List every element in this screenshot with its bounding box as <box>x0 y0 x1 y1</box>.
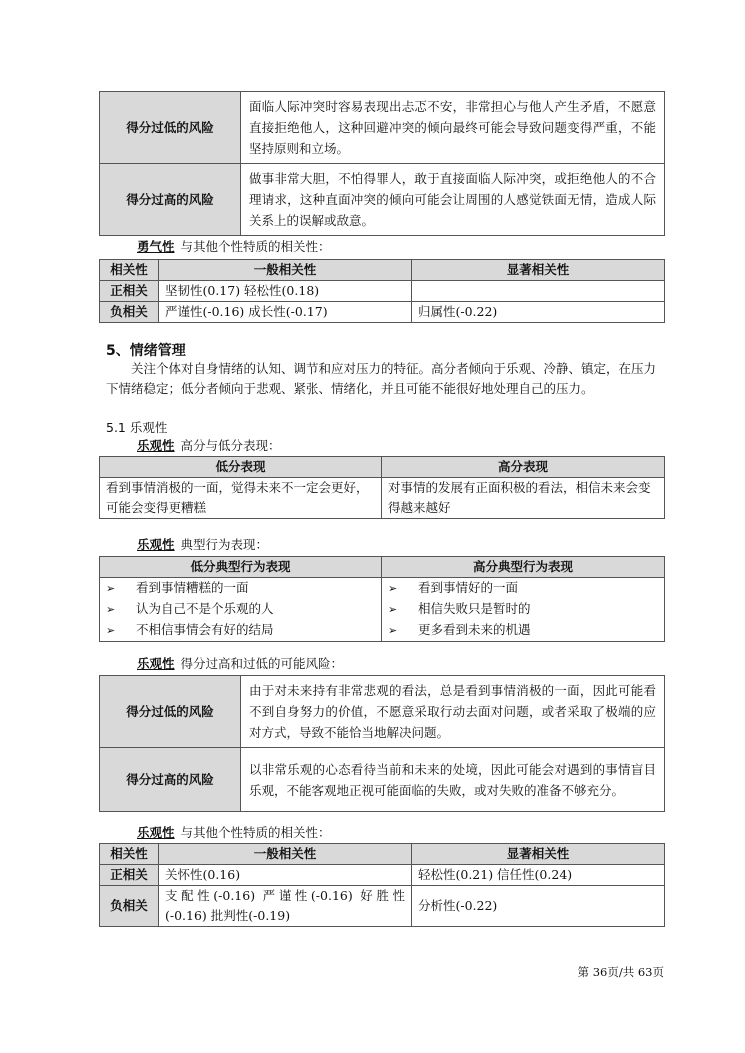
risk-low-label: 得分过低的风险 <box>100 92 241 164</box>
list-item: ➢ 看到事情糟糕的一面 <box>106 578 375 599</box>
risk-high-label: 得分过高的风险 <box>100 164 241 236</box>
corr-row-general: 坚韧性(0.17) 轻松性(0.18) <box>159 281 412 302</box>
corr-header-significant: 显著相关性 <box>412 260 665 281</box>
optimism-behavior-table <box>99 556 665 642</box>
behavior-low-cell <box>100 578 382 642</box>
caption-rest: 典型行为表现： <box>180 537 269 552</box>
corr-row-general: 关怀性(0.16) <box>159 865 412 886</box>
caption-key: 勇气性 <box>137 239 175 254</box>
risk-high-text: 以非常乐观的心态看待当前和未来的处境，因此可能会对遇到的事情盲目乐观，不能客观地正视可能面临的失败，或对失败的准备不够充分。 <box>241 748 665 812</box>
corr-row-significant: 归属性(-0.22) <box>412 302 665 323</box>
caption-rest: 高分与低分表现： <box>180 438 281 453</box>
optimism-score-table <box>99 456 665 519</box>
optimism-behavior-caption <box>137 536 268 554</box>
caption-key: 乐观性 <box>137 825 175 840</box>
optimism-corr-caption <box>137 824 331 842</box>
section-title: 5、情绪管理 <box>106 343 186 359</box>
risk-low-label: 得分过低的风险 <box>100 676 241 748</box>
list-item: ➢ 更多看到未来的机遇 <box>388 620 658 641</box>
corr-row-significant: 轻松性(0.21) 信任性(0.24) <box>412 865 665 886</box>
corr-row-label: 负相关 <box>100 302 159 323</box>
corr-header-significant: 显著相关性 <box>412 844 665 865</box>
behavior-header-high: 高分典型行为表现 <box>382 557 665 578</box>
arrow-bullet-icon: ➢ <box>388 624 398 637</box>
caption-key: 乐观性 <box>137 656 175 671</box>
subsection-title: 5.1 乐观性 <box>106 420 168 435</box>
behavior-header-low: 低分典型行为表现 <box>100 557 382 578</box>
courage-corr-table <box>99 259 665 323</box>
corr-row-label: 负相关 <box>100 886 159 927</box>
optimism-score-caption <box>137 437 281 455</box>
arrow-bullet-icon: ➢ <box>388 582 398 595</box>
caption-rest: 得分过高和过低的可能风险： <box>180 656 344 671</box>
caption-key: 乐观性 <box>137 438 175 453</box>
corr-header-general: 一般相关性 <box>159 844 412 865</box>
corr-row-general: 严谨性(-0.16) 成长性(-0.17) <box>159 302 412 323</box>
corr-header-type: 相关性 <box>100 844 159 865</box>
behavior-high-cell <box>382 578 665 642</box>
corr-header-type: 相关性 <box>100 260 159 281</box>
list-item: ➢ 看到事情好的一面 <box>388 578 658 599</box>
risk-low-text: 面临人际冲突时容易表现出忐忑不安，非常担心与他人产生矛盾，不愿意直接拒绝他人，这种回避冲突的倾向最终可能会导致问题变得严重，不能坚持原则和立场。 <box>241 92 665 164</box>
optimism-corr-table <box>99 843 665 927</box>
caption-rest: 与其他个性特质的相关性： <box>180 825 331 840</box>
score-header-low: 低分表现 <box>100 457 382 478</box>
risk-low-text: 由于对未来持有非常悲观的看法，总是看到事情消极的一面，因此可能看不到自身努力的价值，不愿意采取行动去面对问题，或者采取了极端的应对方式，导致不能恰当地解决问题。 <box>241 676 665 748</box>
optimism-risk-caption <box>137 655 343 673</box>
score-header-high: 高分表现 <box>382 457 665 478</box>
score-low-text: 看到事情消极的一面，觉得未来不一定会更好，可能会变得更糟糕 <box>100 478 382 519</box>
corr-row-label: 正相关 <box>100 865 159 886</box>
courage-risk-table <box>99 91 665 236</box>
risk-high-label: 得分过高的风险 <box>100 748 241 812</box>
corr-header-general: 一般相关性 <box>159 260 412 281</box>
score-high-text: 对事情的发展有正面积极的看法，相信未来会变得越来越好 <box>382 478 665 519</box>
arrow-bullet-icon: ➢ <box>106 603 116 616</box>
arrow-bullet-icon: ➢ <box>388 603 398 616</box>
corr-row-significant <box>412 281 665 302</box>
section-intro: 关注个体对自身情绪的认知、调节和应对压力的特征。高分者倾向于乐观、冷静、镇定，在压力下情绪稳定；低分者倾向于悲观、紧张、情绪化，并且可能不能很好地处理自己的压力。 <box>106 361 657 396</box>
optimism-risk-table <box>99 675 665 812</box>
arrow-bullet-icon: ➢ <box>106 624 116 637</box>
corr-row-label: 正相关 <box>100 281 159 302</box>
list-item: ➢ 不相信事情会有好的结局 <box>106 620 375 641</box>
caption-rest: 与其他个性特质的相关性： <box>180 239 331 254</box>
list-item: ➢ 相信失败只是暂时的 <box>388 599 658 620</box>
courage-corr-caption <box>137 238 331 256</box>
corr-row-significant: 分析性(-0.22) <box>412 886 665 927</box>
list-item: ➢ 认为自己不是个乐观的人 <box>106 599 375 620</box>
risk-high-text: 做事非常大胆，不怕得罪人，敢于直接面临人际冲突，或拒绝他人的不合理请求，这种直面冲突的倾向可能会让周围的人感觉铁面无情，造成人际关系上的误解或敌意。 <box>241 164 665 236</box>
page-number: 第 36页/共 63页 <box>577 965 664 979</box>
arrow-bullet-icon: ➢ <box>106 582 116 595</box>
caption-key: 乐观性 <box>137 537 175 552</box>
corr-row-general: 支配性(-0.16) 严谨性(-0.16) 好胜性(-0.16) 批判性(-0.19) <box>159 886 412 927</box>
